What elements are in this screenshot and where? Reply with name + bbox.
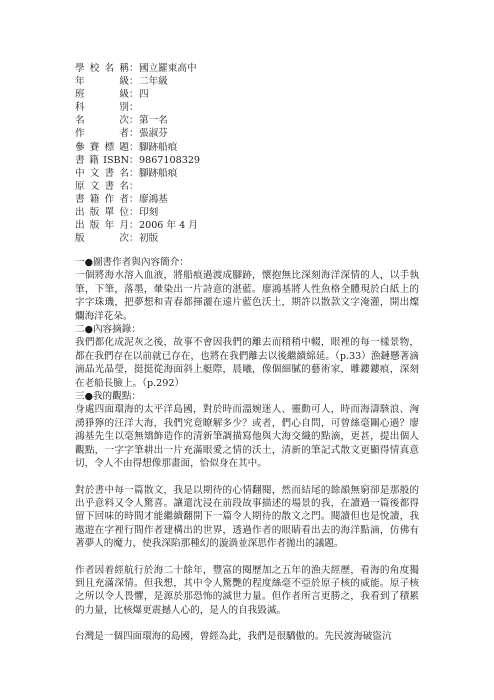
section-text: 一個將海水溶入血液，將船痕過渡成腳跡，懷抱無比深刻海洋深情的人，以手執筆，下筆，落墨，暈染出一片詩意的湛藍。廖鴻基將人性魚格全體現於白紙上的字字珠璣，把夢想和青春都揮灑在遠片藍色沃土，期許以散款文字淹灌，開出燦爛海洋花朵。 <box>75 270 419 322</box>
metadata-label: 版次 <box>75 233 129 245</box>
metadata-row <box>75 88 415 101</box>
metadata-row <box>75 62 415 75</box>
metadata-value: 四 <box>139 89 149 101</box>
section-heading: 一●圖書作者與內容簡介： <box>75 257 189 268</box>
metadata-block <box>75 62 415 245</box>
metadata-value: 印刻 <box>139 207 159 219</box>
metadata-separator: ： <box>129 115 139 127</box>
metadata-separator: ： <box>129 220 139 232</box>
metadata-label: 學校名稱 <box>75 63 129 74</box>
metadata-value: 第一名 <box>139 115 168 127</box>
metadata-value: 張淑芬 <box>139 128 168 140</box>
paragraph: 對於書中每一篇散文，我是以期待的心情翻閱，然而結尾的餘韻無窮卻是那般的出乎意料又令人驚喜。讓還沈浸在前段故事描述的場景的我，在讀過一篇後都得留下回味的時間才能繼續翻開下一篇令人期待的散文之門。閱讀但也是悅讀，我遨遊在字裡行間作者建構出的世界，透過作者的眼睛看出去的海洋點滴，仿佛有著夢人的魔力，使我深陷那種幻的漩渦並深思作者拋出的議題。 <box>75 484 419 550</box>
paragraph-gap <box>75 551 419 564</box>
metadata-row <box>75 219 415 232</box>
metadata-label: 書籍ISBN <box>75 154 129 166</box>
paragraph-gap <box>75 471 419 484</box>
metadata-label: 參賽標題 <box>75 141 129 153</box>
metadata-value: 腳跡船痕 <box>139 167 178 179</box>
metadata-row <box>75 167 415 180</box>
metadata-label: 科別 <box>75 102 129 114</box>
metadata-value: 廖鴻基 <box>139 193 168 205</box>
body-text <box>75 256 419 644</box>
section-heading: 三●我的觀點： <box>75 391 141 403</box>
metadata-row <box>75 75 415 88</box>
metadata-separator: ： <box>129 76 139 88</box>
metadata-separator: ： <box>129 63 139 74</box>
metadata-row <box>75 127 415 140</box>
metadata-separator: ： <box>129 207 139 219</box>
metadata-row <box>75 101 415 114</box>
metadata-separator: ： <box>129 141 139 153</box>
metadata-separator: ： <box>129 102 139 114</box>
metadata-row <box>75 193 415 206</box>
metadata-value: 9867108329 <box>139 154 201 166</box>
metadata-label: 班級 <box>75 89 129 101</box>
metadata-separator: ： <box>129 193 139 205</box>
paragraph: 作者因着經航行於海二十餘年，豐富的閱歷加之五年的漁夫經歷，看海的角度獨到且充滿深情。但我想，其中令人驚艷的程度絲毫不亞於原子核的威能。原子核之所以令人畏懼，是源於那恐怖的滅世力量。但作者所言更勝之，我看到了積累的力量，比核爆更震撼人心的，是人的自我毀滅。 <box>75 564 419 616</box>
metadata-row <box>75 114 415 127</box>
metadata-label: 年級 <box>75 76 129 88</box>
metadata-separator: ： <box>129 233 139 245</box>
section-text: 身處四面環海的太平洋島國，對於時而溫婉迷人、靈動可人，時而海濤駭浪、洶湧猙獰的汪洋大海，我們究竟瞭解多少？或者，們心自問，可曾絲毫關心過？廖鴻基先生以毫無矯飾造作的清新筆調描寫他與大海交織的點滴，更甚，提出個人觀點，一字字筆耕出一片充滿眼愛之情的沃土，清新的筆記式散文更顯得情真意切，令人不由得想像那畫面，恰似身在其中。 <box>75 404 419 470</box>
metadata-label: 原文書名 <box>75 180 129 192</box>
metadata-separator: ： <box>129 128 139 140</box>
metadata-separator: ： <box>129 89 139 101</box>
metadata-value: 國立羅東高中 <box>139 63 197 74</box>
metadata-row <box>75 232 415 245</box>
metadata-value: 腳跡船痕 <box>139 141 178 153</box>
metadata-value: 二年級 <box>139 76 168 88</box>
metadata-row <box>75 180 415 193</box>
metadata-value: 2006 年 4 月 <box>139 220 198 232</box>
section-text: 我們都化成泥灰之後，故事不會因我們的離去而稍稍中輟，眼裡的每一樣景物，都在我們存在以前就已存在，也將在我們離去以後繼續綿延。（p.33）漁鏈懸著滴滴晶光晶瑩，挺挺從海面斜上艇際，晨曦，像個細膩的藝術家，雕鏤鏤痕，深刻在老船長臉上。（p.292） <box>75 337 419 389</box>
metadata-row <box>75 206 415 219</box>
metadata-label: 書籍作者 <box>75 193 129 205</box>
section-heading: 二●內容摘錄： <box>75 324 141 336</box>
metadata-label: 出版年月 <box>75 220 129 232</box>
metadata-value: 初版 <box>139 233 159 245</box>
metadata-separator: ： <box>129 167 139 179</box>
paragraph-gap <box>75 617 419 630</box>
metadata-separator: ： <box>129 180 139 192</box>
metadata-separator: ： <box>129 154 139 166</box>
paragraph: 台灣是一個四面環海的島國，曾經為此，我們是很驕傲的。先民渡海破盜沆 <box>75 631 392 643</box>
metadata-row <box>75 154 415 167</box>
metadata-label: 名次 <box>75 115 129 127</box>
metadata-row <box>75 141 415 154</box>
metadata-label: 中文書名 <box>75 167 129 179</box>
metadata-label: 作者 <box>75 128 129 140</box>
metadata-label: 出版單位 <box>75 207 129 219</box>
